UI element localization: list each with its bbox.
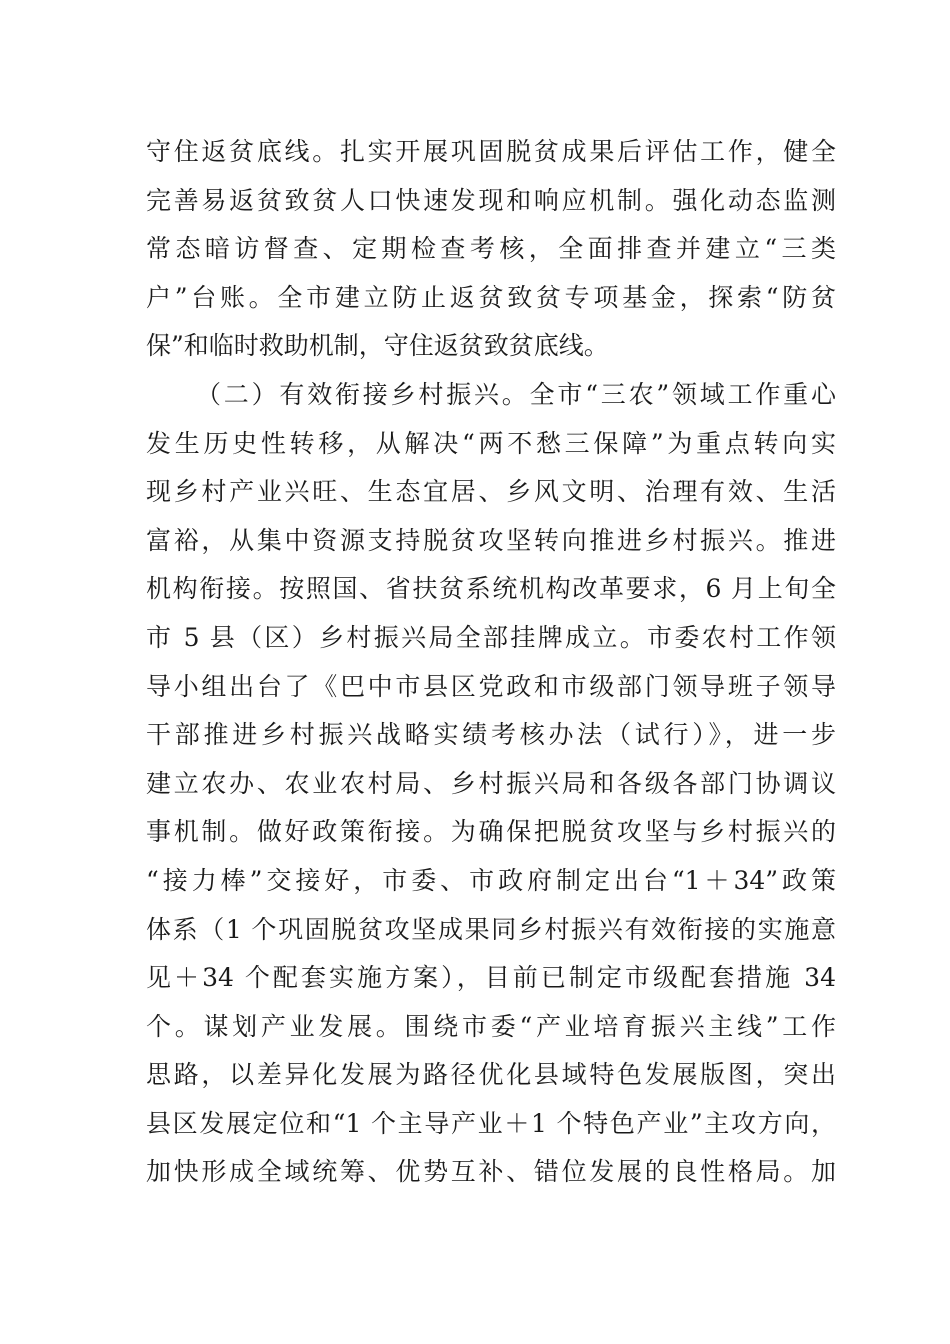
body-text <box>146 128 836 1197</box>
text-line: 富裕，从集中资源支持脱贫攻坚转向推进乡村振兴。推进 <box>146 525 836 555</box>
text-line: 常态暗访督查、定期检查考核，全面排查并建立“三类 <box>146 234 836 264</box>
text-line: 完善易返贫致贫人口快速发现和响应机制。强化动态监测 <box>146 185 836 215</box>
text-line: 见＋34 个配套实施方案），目前已制定市级配套措施 34 <box>146 963 836 993</box>
text-line: 干部推进乡村振兴战略实绩考核办法（试行）》，进一步 <box>146 720 836 750</box>
text-line: 市 5 县（区）乡村振兴局全部挂牌成立。市委农村工作领 <box>146 622 836 652</box>
text-line: 守住返贫底线。扎实开展巩固脱贫成果后评估工作，健全 <box>146 137 836 166</box>
text-line: 户”台账。全市建立防止返贫致贫专项基金，探索“防贫 <box>146 282 836 312</box>
text-line: 机构衔接。按照国、省扶贫系统机构改革要求，6 月上旬全 <box>146 574 836 604</box>
text-line: “接力棒”交接好，市委、市政府制定出台“1＋34”政策 <box>146 865 836 895</box>
text-line: 保”和临时救助机制，守住返贫致贫底线。 <box>146 331 609 361</box>
section-heading-line: （二）有效衔接乡村振兴。全市“三农”领域工作重心 <box>196 379 836 409</box>
text-line: 事机制。做好政策衔接。为确保把脱贫攻坚与乡村振兴的 <box>146 817 836 847</box>
text-line: 个。谋划产业发展。围绕市委“产业培育振兴主线”工作 <box>146 1011 836 1041</box>
text-line: 加快形成全域统筹、优势互补、错位发展的良性格局。加 <box>146 1157 836 1187</box>
text-line: 建立农办、农业农村局、乡村振兴局和各级各部门协调议 <box>146 768 836 798</box>
text-line: 现乡村产业兴旺、生态宜居、乡风文明、治理有效、生活 <box>146 477 836 507</box>
text-line: 导小组出台了《巴中市县区党政和市级部门领导班子领导 <box>146 671 836 701</box>
text-line: 体系（1 个巩固脱贫攻坚成果同乡村振兴有效衔接的实施意 <box>146 914 836 944</box>
text-line: 发生历史性转移，从解决“两不愁三保障”为重点转向实 <box>146 428 836 458</box>
text-line: 县区发展定位和“1 个主导产业＋1 个特色产业”主攻方向， <box>146 1108 836 1138</box>
text-line: 思路，以差异化发展为路径优化县域特色发展版图，突出 <box>146 1060 836 1090</box>
